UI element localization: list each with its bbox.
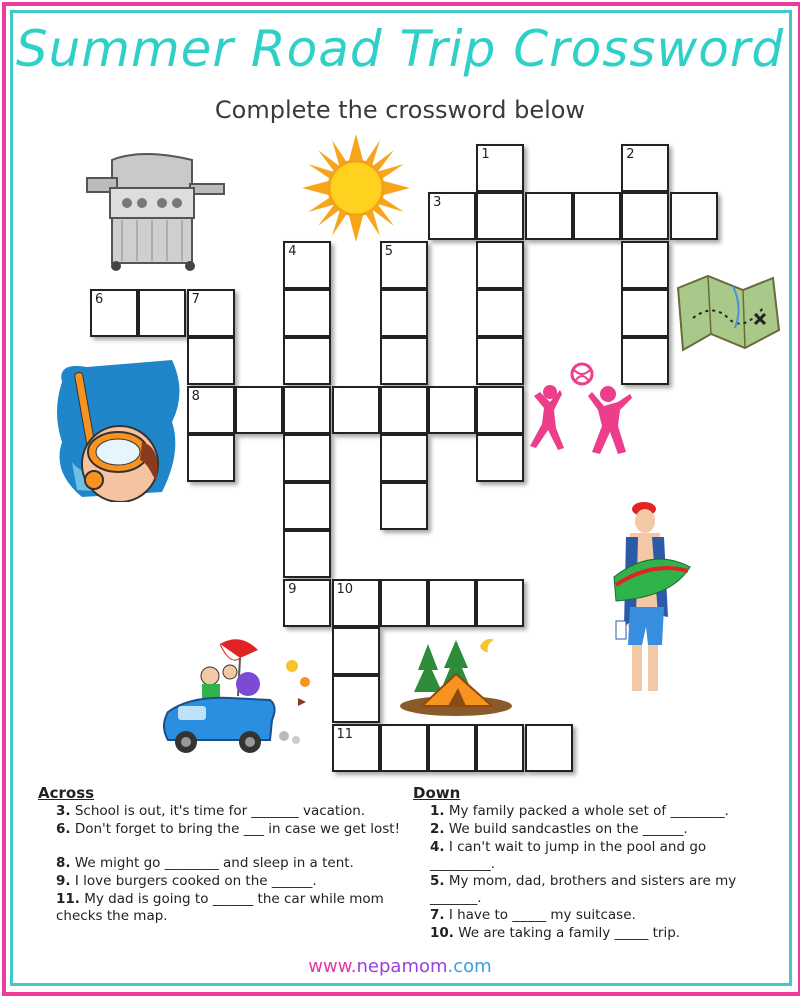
map-icon	[673, 268, 783, 358]
clue-item-number: 2.	[430, 821, 445, 837]
clue-item-text: I can't wait to jump in the pool and go _________.	[430, 839, 707, 872]
crossword-cell[interactable]	[428, 386, 476, 434]
clue-item-text: My mom, dad, brothers and sisters are my _______.	[430, 873, 737, 906]
clue-item	[430, 821, 770, 838]
footer-site: nepamom	[356, 956, 448, 977]
surfer-icon	[612, 497, 694, 697]
clue-item	[56, 821, 401, 838]
clue-item-number: 3.	[56, 803, 71, 819]
clue-item-text: We might go ________ and sleep in a tent.	[74, 855, 354, 871]
clue-item-number: 1.	[430, 803, 445, 819]
crossword-cell[interactable]	[380, 289, 428, 337]
crossword-cell[interactable]	[332, 724, 380, 772]
clue-number: 2	[626, 147, 635, 162]
clue-item-number: 4.	[430, 839, 445, 855]
crossword-cell[interactable]	[187, 386, 235, 434]
clue-number: 3	[433, 195, 442, 211]
clue-item-number: 11.	[56, 891, 80, 907]
clue-item	[430, 873, 770, 907]
crossword-cell[interactable]	[476, 144, 524, 192]
crossword-cell[interactable]	[90, 289, 138, 337]
crossword-cell[interactable]	[428, 192, 476, 240]
crossword-cell[interactable]	[380, 579, 428, 627]
crossword-cell[interactable]	[283, 337, 331, 385]
clue-item	[56, 803, 401, 820]
crossword-cell[interactable]	[428, 724, 476, 772]
clue-item-number: 5.	[430, 873, 445, 889]
crossword-cell[interactable]	[332, 675, 380, 723]
clue-item-number: 10.	[430, 925, 454, 941]
clue-item-text: School is out, it's time for _______ vacation.	[74, 803, 366, 819]
clue-item-text: I love burgers cooked on the ______.	[74, 873, 317, 889]
clue-item-number: 9.	[56, 873, 71, 889]
clue-item-number: 7.	[430, 907, 445, 923]
crossword-cell[interactable]	[476, 386, 524, 434]
crossword-cell[interactable]	[476, 289, 524, 337]
grill-icon	[82, 148, 227, 273]
crossword-cell[interactable]	[283, 482, 331, 530]
crossword-cell[interactable]	[380, 386, 428, 434]
crossword-cell[interactable]	[476, 434, 524, 482]
crossword-cell[interactable]	[235, 386, 283, 434]
clue-item-text: I have to _____ my suitcase.	[448, 907, 636, 923]
clue-item-text: We are taking a family _____ trip.	[458, 925, 681, 941]
crossword-cell[interactable]	[138, 289, 186, 337]
clue-item-text: My family packed a whole set of ________.	[448, 803, 729, 819]
clue-item	[56, 855, 401, 872]
page-title: Summer Road Trip Crossword	[15, 20, 785, 78]
clue-item	[430, 907, 770, 924]
clue-number: 10	[336, 581, 354, 597]
kids-playing-icon	[526, 362, 636, 462]
crossword-cell[interactable]	[283, 386, 331, 434]
clue-item-text: Don't forget to bring the ___ in case we get lost!	[74, 821, 401, 837]
footer-tld: .com	[447, 956, 492, 977]
crossword-cell[interactable]	[621, 241, 669, 289]
crossword-cell[interactable]	[380, 434, 428, 482]
clue-item	[56, 891, 401, 925]
clue-number: 8	[191, 388, 200, 404]
clue-number: 6	[95, 291, 104, 307]
crossword-cell[interactable]	[283, 434, 331, 482]
crossword-cell[interactable]	[476, 579, 524, 627]
crossword-cell[interactable]	[428, 579, 476, 627]
crossword-cell[interactable]	[283, 241, 331, 289]
crossword-cell[interactable]	[380, 482, 428, 530]
clue-item	[430, 803, 770, 820]
crossword-cell[interactable]	[621, 144, 669, 192]
clue-number: 9	[288, 581, 297, 597]
crossword-cell[interactable]	[476, 724, 524, 772]
crossword-cell[interactable]	[621, 337, 669, 385]
crossword-cell[interactable]	[573, 192, 621, 240]
clue-item-number: 8.	[56, 855, 71, 871]
crossword-cell[interactable]	[621, 192, 669, 240]
site-footer	[0, 956, 800, 977]
crossword-cell[interactable]	[332, 627, 380, 675]
clue-number: 7	[191, 291, 200, 307]
clue-item	[430, 925, 770, 942]
clue-item	[56, 873, 401, 890]
car-trip-icon	[160, 636, 330, 758]
crossword-cell[interactable]	[187, 434, 235, 482]
crossword-cell[interactable]	[476, 241, 524, 289]
crossword-cell[interactable]	[525, 192, 573, 240]
snorkel-icon	[52, 352, 187, 502]
tent-icon	[396, 634, 514, 718]
clue-item-number: 6.	[56, 821, 71, 837]
footer-www: www.	[308, 956, 357, 977]
clue-number: 4	[288, 243, 297, 259]
crossword-cell[interactable]	[621, 289, 669, 337]
crossword-cell[interactable]	[283, 579, 331, 627]
page-subtitle: Complete the crossword below	[214, 96, 586, 124]
clue-item-text: My dad is going to ______ the car while mom checks the map.	[56, 891, 384, 924]
crossword-cell[interactable]	[187, 337, 235, 385]
crossword-cell[interactable]	[332, 579, 380, 627]
clue-number: 5	[384, 243, 394, 259]
clue-item	[430, 839, 770, 873]
down-heading: Down	[413, 784, 461, 802]
across-heading: Across	[38, 784, 95, 802]
crossword-cell[interactable]	[380, 724, 428, 772]
crossword-cell[interactable]	[332, 386, 380, 434]
clue-item-text: We build sandcastles on the ______.	[448, 821, 688, 837]
crossword-cell[interactable]	[670, 192, 718, 240]
crossword-cell[interactable]	[380, 241, 428, 289]
crossword-cell[interactable]	[380, 337, 428, 385]
crossword-cell[interactable]	[283, 530, 331, 578]
crossword-cell[interactable]	[283, 289, 331, 337]
crossword-cell[interactable]	[525, 724, 573, 772]
clue-number: 11	[336, 726, 354, 742]
crossword-cell[interactable]	[476, 192, 524, 240]
sun-icon	[302, 134, 410, 242]
crossword-cell[interactable]	[187, 289, 235, 337]
clue-number: 1	[481, 147, 490, 162]
crossword-cell[interactable]	[476, 337, 524, 385]
